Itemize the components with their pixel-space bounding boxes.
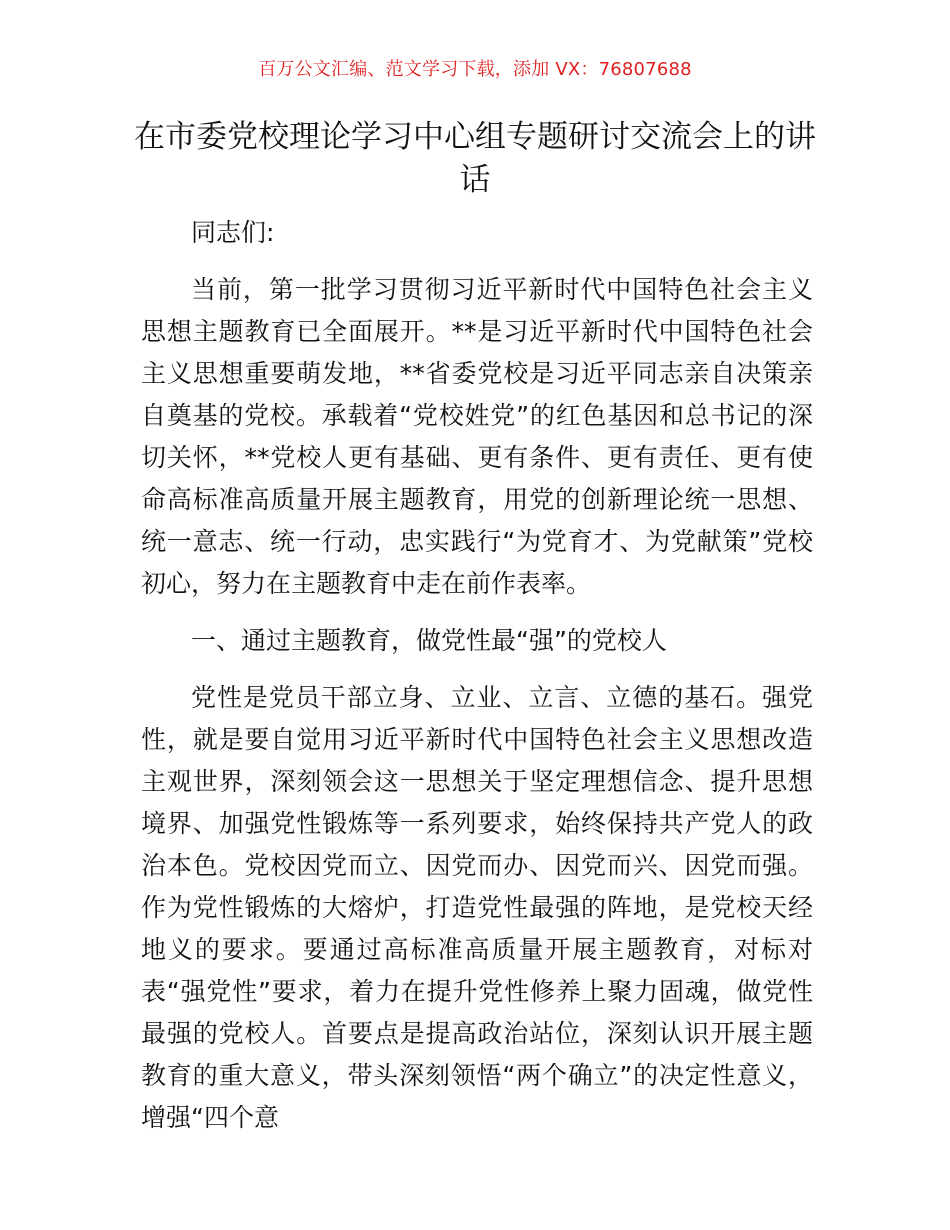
greeting: 同志们: — [191, 218, 275, 247]
paragraph-intro: 当前，第一批学习贯彻习近平新时代中国特色社会主义思想主题教育已全面展开。**是习近平新时代中国特色社会主义思想重要萌发地，**省委党校是习近平同志亲自决策亲自奠基的党校。承载着“党校姓党”的红色基因和总书记的深切关怀，**党校人更有基础、更有条件、更有责任、更有使命高标准高质量开展主题教育，用党的创新理论统一思想、统一意志、统一行动，忠实践行“为党育才、为党献策”党校初心，努力在主题教育中走在前作表率。 — [141, 275, 813, 598]
document-title: 在市委党校理论学习中心组专题研讨交流会上的讲话 — [134, 119, 816, 198]
section-heading-1: 一、通过主题教育，做党性最“强”的党校人 — [191, 626, 667, 655]
watermark-header: 百万公文汇编、范文学习下载，添加 VX：76807688 — [258, 59, 692, 80]
paragraph-section-1: 党性是党员干部立身、立业、立言、立德的基石。强党性，就是要自觉用习近平新时代中国特色社会主义思想改造主观世界，深刻领会这一思想关于坚定理想信念、提升思想境界、加强党性锻炼等一系列要求，始终保持共产党人的政治本色。党校因党而立、因党而办、因党而兴、因党而强。作为党性锻炼的大熔炉，打造党性最强的阵地，是党校天经地义的要求。要通过高标准高质量开展主题教育，对标对表“强党性”要求，着力在提升党性修养上聚力固魂，做党性最强的党校人。首要点是提高政治站位，深刻认识开展主题教育的重大意义，带头深刻领悟“两个确立”的决定性意义，增强“四个意 — [141, 683, 813, 1132]
document-body — [141, 212, 813, 1139]
